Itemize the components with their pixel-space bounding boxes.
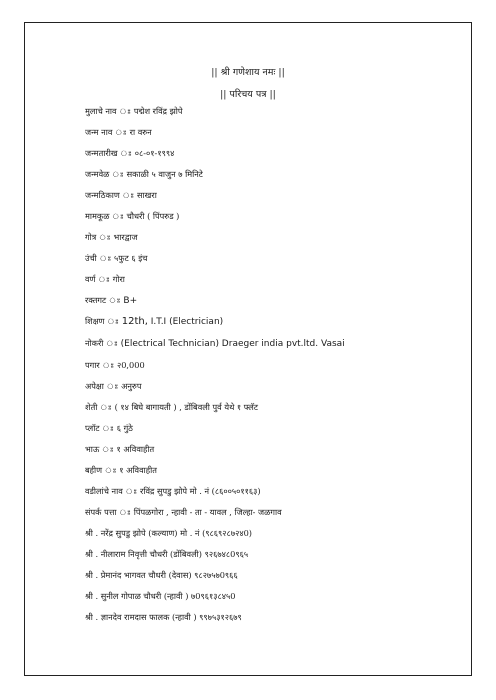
plot-line: प्लॉट ঃ ६ गुंठे	[85, 423, 133, 433]
brother-line: भाऊ ঃ १ अविवाहीत	[85, 444, 155, 454]
blood-group-label: रक्तगट ঃ	[85, 295, 124, 305]
sister-line: बहीण ঃ १ अविवाहीत	[85, 465, 157, 475]
complexion-line: वर्ण ঃ गोरा	[85, 274, 125, 284]
education-value-rest: I.T.I (Electrician)	[147, 317, 224, 327]
salary-line: पगार ঃ २0,000	[85, 360, 145, 370]
gotra-line: गोत्र ঃ भारद्वाज	[85, 232, 138, 242]
education-line	[85, 317, 223, 327]
job-value: (Electrical Technician) Draeger india pvt.ltd. Vasai	[120, 339, 345, 349]
birth-time-line: जन्मवेळ ঃ सकाळी ५ वाजुन ७ मिनिटे	[85, 169, 203, 179]
blood-group-line	[85, 296, 137, 306]
name-line: मुलाचे नाव ঃ पद्मेश रविंद्र झोपे	[85, 106, 183, 116]
expectation-line: अपेक्षा ঃ अनुरुप	[85, 381, 142, 391]
education-value-main: 12th,	[121, 316, 148, 327]
height-line: उंची ঃ ५फुट ६ इंच	[85, 253, 148, 263]
reference-line: श्री . सुनील गोपाळ चौधरी (न्हावी ) ७0९६१३८४५0	[85, 591, 236, 601]
biodata-page	[24, 22, 472, 676]
reference-line: श्री . नीलाराम निवृत्ती चौधरी (डोंबिवली) ९२६७४८0९६५	[85, 549, 249, 559]
family-deity-line: मामकूळ ঃ चौधरी ( पिंपरुड )	[85, 211, 180, 221]
farm-line: शेती ঃ ( १४ बिघे बागायती ) , डोंबिवली पुर्व येथे १ फ्लॅट	[85, 402, 258, 412]
job-line	[85, 339, 345, 349]
blood-group-value: B+	[123, 296, 138, 306]
document-title: || परिचय पत्र ||	[220, 89, 276, 100]
job-label: नोकरी ঃ	[85, 338, 121, 348]
father-line: वडीलांचे नाव ঃ रविंद्र सुपडु झोपे मो . नं (८६००५०११६३)	[85, 486, 261, 496]
education-label: शिक्षण ঃ	[85, 316, 122, 326]
invocation-heading: || श्री गणेशाय नमः ||	[211, 67, 285, 78]
reference-line: श्री . प्रेमानंद भागवत चौधरी (देवास) ९८२७५७0९६६	[85, 570, 238, 580]
birth-place-line: जन्मठिकाण ঃ साखरा	[85, 190, 157, 200]
reference-line: श्री . ज्ञानदेव रामदास फालक (न्हावी ) ९९७५३१२६७९	[85, 612, 242, 622]
birth-date-line: जन्मतारीख ঃ ०८-०१-१९९४	[85, 148, 175, 158]
contact-address-line: संपर्क पत्ता ঃ पिंपळगोरा , न्हावी - ता - यावल , जिल्हा- जळगाव	[85, 507, 282, 517]
birth-name-line: जन्म नाव ঃ रा वरुन	[85, 127, 152, 137]
reference-line: श्री . नरेंद्र सुपडु झोपे (कल्याण) मो . नं (९८६९२८७२४0)	[85, 528, 252, 538]
